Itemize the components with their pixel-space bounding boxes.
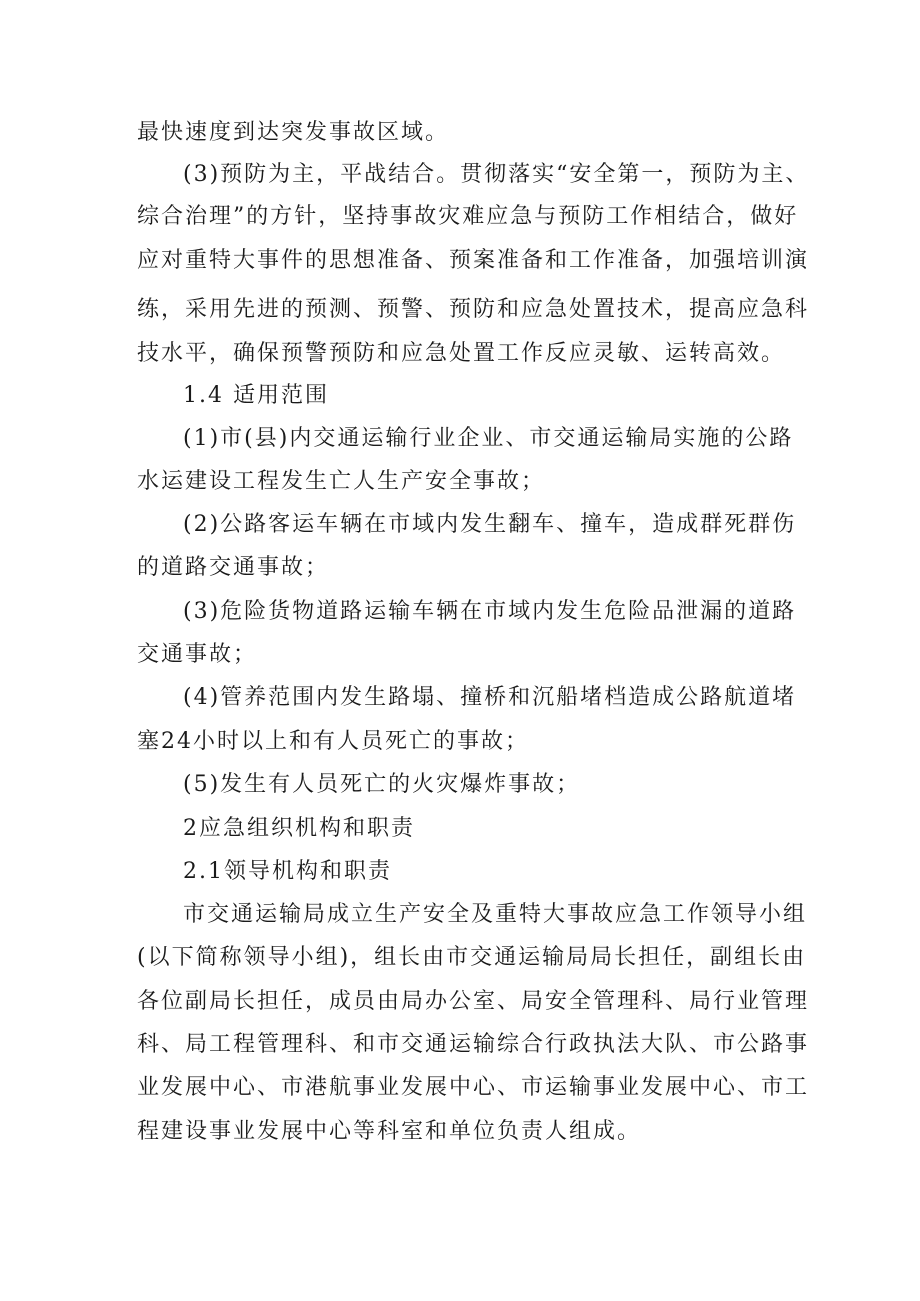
text-line: 练，采用先进的预测、预警、预防和应急处置技术，提高应急科	[137, 297, 810, 322]
text-line: 最快速度到达突发事故区域。	[137, 120, 450, 145]
text-line: 业发展中心、市港航事业发展中心、市运输事业发展中心、市工	[137, 1075, 810, 1100]
text-line: (4)管养范围内发生路塌、撞桥和沉船堵档造成公路航道堵	[183, 685, 797, 710]
text-line: 程建设事业发展中心等科室和单位负责人组成。	[137, 1119, 642, 1144]
text-line: 科、局工程管理科、和市交通运输综合行政执法大队、市公路事	[137, 1032, 810, 1057]
text-line: 塞24小时以上和有人员死亡的事故；	[137, 729, 529, 754]
text-line: 技水平，确保预警预防和应急处置工作反应灵敏、运转高效。	[137, 341, 786, 366]
text-line: (2)公路客运车辆在市域内发生翻车、撞车，造成群死群伤	[183, 512, 797, 537]
text-line: 水运建设工程发生亡人生产安全事故；	[137, 469, 546, 494]
text-line: 的道路交通事故；	[137, 555, 330, 580]
text-line: (3)危险货物道路运输车辆在市域内发生危险品泄漏的道路	[183, 599, 797, 624]
text-line: 市交通运输局成立生产安全及重特大事故应急工作领导小组	[183, 902, 808, 927]
section-heading: 2.1领导机构和职责	[183, 859, 392, 884]
section-heading: 1.4 适用范围	[183, 383, 329, 408]
text-line: 综合治理”的方针，坚持事故灾难应急与预防工作相结合，做好	[137, 204, 799, 229]
text-line: (3)预防为主，平战结合。贯彻落实“安全第一，预防为主、	[183, 162, 810, 187]
text-line: (5)发生有人员死亡的火灾爆炸事故；	[183, 772, 581, 797]
text-line: 应对重特大事件的思想准备、预案准备和工作准备，加强培训演	[137, 248, 810, 273]
text-line: (以下简称领导小组)，组长由市交通运输局局长担任，副组长由	[137, 945, 807, 970]
text-line: 各位副局长担任，成员由局办公室、局安全管理科、局行业管理	[137, 989, 810, 1014]
text-line: 交通事故；	[137, 642, 258, 667]
section-heading: 2应急组织机构和职责	[183, 816, 415, 841]
text-line: (1)市(县)内交通运输行业企业、市交通运输局实施的公路	[183, 426, 794, 451]
